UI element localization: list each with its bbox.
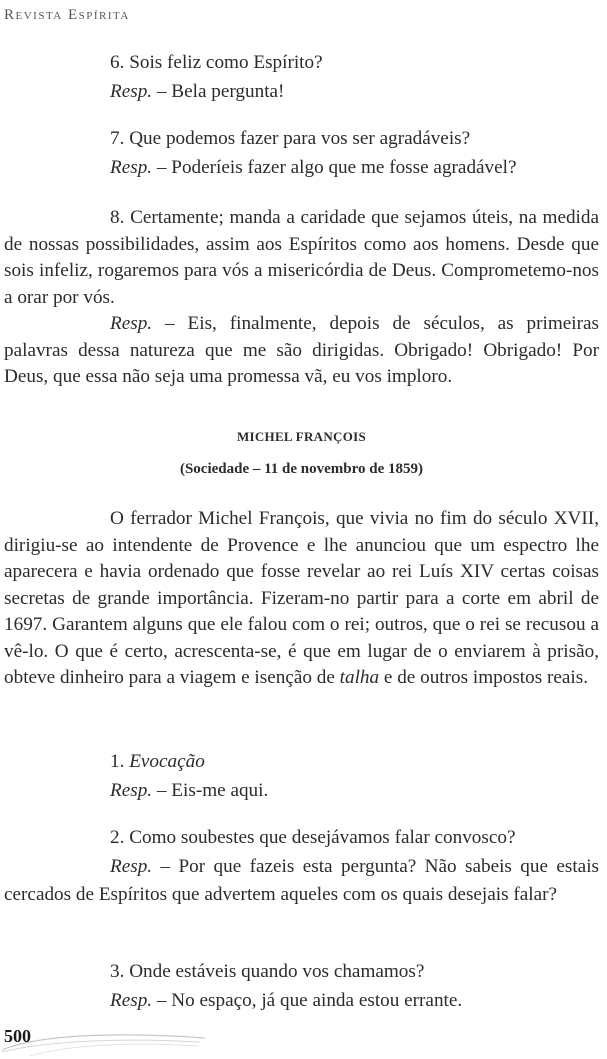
resp-label: Resp. <box>110 855 153 877</box>
section-subtitle: (Sociedade – 11 de novembro de 1859) <box>179 461 424 477</box>
resp-label: Resp. <box>110 313 153 334</box>
question-e2: 2. Como soubestes que desejávamos falar convosco? <box>110 827 516 848</box>
footer-swash-ornament <box>0 1030 210 1058</box>
intro-paragraph <box>4 506 599 692</box>
answer-6 <box>4 78 599 107</box>
answer-e1 <box>4 777 599 806</box>
question-8: 8. Certamente; manda a caridade que sejamos úteis, na medida de nossas possibilidades, assim aos Espíritos como aos homens. Desde que sois infeliz, rogaremos para vós a misericórdia de Deus. Comprometemo-nos a orar por vós. <box>4 207 599 308</box>
question-e3: 3. Onde estáveis quando vos chamamos? <box>110 961 425 982</box>
section-title: MICHEL FRANÇOIS <box>236 429 367 444</box>
resp-label: Resp. <box>110 80 153 102</box>
answer-e2 <box>4 853 599 909</box>
dash: – <box>152 156 172 178</box>
answer-text: Eis-me aqui. <box>171 779 269 801</box>
resp-label: Resp. <box>110 989 153 1011</box>
resp-label: Resp. <box>110 779 153 801</box>
answer-text: Bela pergunta! <box>171 80 285 102</box>
intro-text-end: e de outros impostos reais. <box>379 667 588 688</box>
question-6-block <box>4 49 599 106</box>
dash: – <box>152 989 172 1011</box>
intro-block <box>4 506 599 692</box>
dash: – <box>152 313 188 334</box>
section-subheading <box>4 456 599 483</box>
answer-8 <box>4 311 599 391</box>
number: 1. <box>110 751 130 772</box>
question-7: 7. Que podemos fazer para vos ser agradáveis? <box>110 128 471 149</box>
dash: – <box>152 80 172 102</box>
italic-term: talha <box>339 667 380 688</box>
dash: – <box>152 855 179 877</box>
answer-text: Por que fazeis esta pergunta? Não sabeis que estais cercados de Espíritos que advertem aqueles com os quais desejais falar? <box>4 855 599 905</box>
question-italic: Evocação <box>129 751 205 772</box>
answer-text: Poderíeis fazer algo que me fosse agradável? <box>171 156 517 178</box>
answer-text: No espaço, já que ainda estou errante. <box>171 989 463 1011</box>
question-e1 <box>4 748 599 777</box>
evocation-3-block <box>4 958 599 1015</box>
intro-text: O ferrador Michel François, que vivia no fim do século XVII, dirigiu-se ao intendente de Provence e lhe anunciou que um espectro lhe aparecera e havia ordenado que fosse revelar ao rei Luís XIV certas coisas secretas de grande importância. Fizeram-no partir para a corte em abril de 1697. Garantem alguns que ele falou com o rei; outros, que o rei se recusou a vê-lo. O que é certo, acrescenta-se, é que em lugar de o enviarem à prisão, obteve dinheiro para a viagem e isenção de <box>4 508 599 688</box>
page-number: 500 <box>4 1026 31 1046</box>
evocation-1-block <box>4 748 599 805</box>
question-7-block <box>4 125 599 182</box>
section-heading <box>4 424 599 451</box>
evocation-2-block <box>4 824 599 909</box>
answer-text: Eis, finalmente, depois de séculos, as primeiras palavras dessa natureza que me são dirigidas. Obrigado! Obrigado! Por Deus, que essa não seja uma promessa vã, eu vos imploro. <box>4 313 600 387</box>
answer-7 <box>4 154 599 183</box>
answer-e3 <box>4 987 599 1016</box>
dash: – <box>152 779 172 801</box>
running-head: Revista Espírita <box>4 7 130 23</box>
question-8-block <box>4 205 599 391</box>
resp-label: Resp. <box>110 156 153 178</box>
question-6: 6. Sois feliz como Espírito? <box>110 52 323 73</box>
